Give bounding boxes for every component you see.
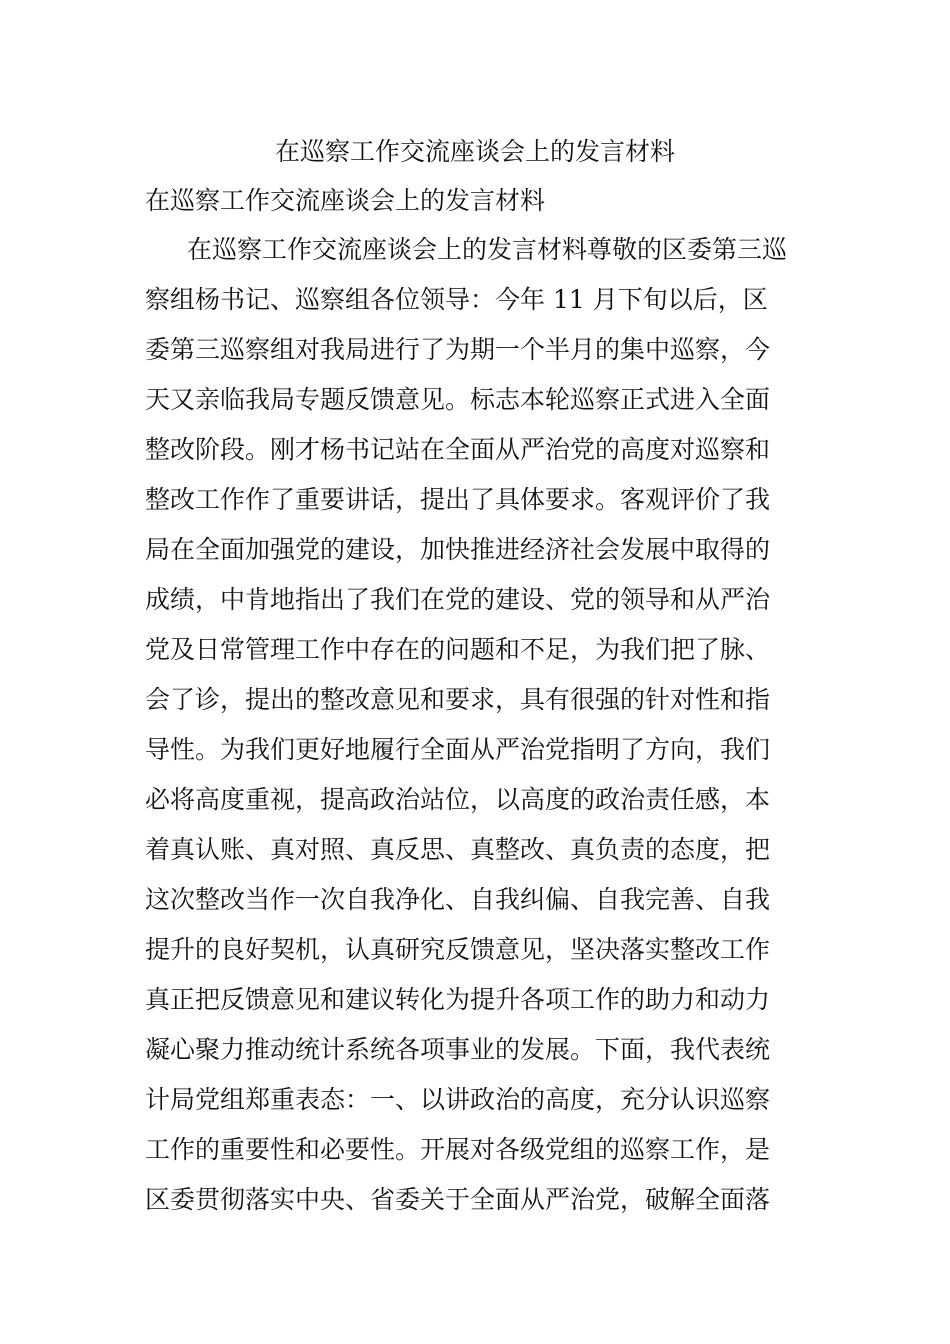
paragraph-line: 整改工作作了重要讲话，提出了具体要求。客观评价了我 <box>145 485 771 514</box>
paragraph-line: 工作的重要性和必要性。开展对各级党组的巡察工作，是 <box>145 1135 771 1164</box>
paragraph-line: 提升的良好契机，认真研究反馈意见，坚决落实整改工作 <box>145 935 771 964</box>
paragraph-line: 会了诊，提出的整改意见和要求，具有很强的针对性和指 <box>145 685 771 714</box>
paragraph-line: 天又亲临我局专题反馈意见。标志本轮巡察正式进入全面 <box>145 385 771 414</box>
paragraph-line: 区委贯彻落实中央、省委关于全面从严治党，破解全面落 <box>145 1185 771 1214</box>
paragraph-line: 计局党组郑重表态：一、以讲政治的高度，充分认识巡察 <box>145 1085 771 1114</box>
paragraph-line: 在巡察工作交流座谈会上的发言材料尊敬的区委第三巡 <box>187 235 788 264</box>
document-title: 在巡察工作交流座谈会上的发言材料 <box>274 137 675 166</box>
document-subtitle: 在巡察工作交流座谈会上的发言材料 <box>145 186 546 215</box>
paragraph-line: 这次整改当作一次自我净化、自我纠偏、自我完善、自我 <box>145 885 771 914</box>
paragraph-line: 导性。为我们更好地履行全面从严治党指明了方向，我们 <box>145 735 771 764</box>
paragraph-line: 必将高度重视，提高政治站位，以高度的政治责任感，本 <box>145 785 771 814</box>
paragraph-line: 真正把反馈意见和建议转化为提升各项工作的助力和动力 <box>145 985 771 1014</box>
body-paragraph <box>145 230 815 1230</box>
paragraph-line: 着真认账、真对照、真反思、真整改、真负责的态度，把 <box>145 835 771 864</box>
paragraph-line: 局在全面加强党的建设，加快推进经济社会发展中取得的 <box>145 535 771 564</box>
paragraph-line: 委第三巡察组对我局进行了为期一个半月的集中巡察，今 <box>145 335 771 364</box>
paragraph-line: 党及日常管理工作中存在的问题和不足，为我们把了脉、 <box>145 635 771 664</box>
paragraph-line: 凝心聚力推动统计系统各项事业的发展。下面，我代表统 <box>145 1035 771 1064</box>
paragraph-line: 成绩，中肯地指出了我们在党的建设、党的领导和从严治 <box>145 585 771 614</box>
paragraph-line: 察组杨书记、巡察组各位领导：今年 11 月下旬以后，区 <box>145 285 768 314</box>
paragraph-line: 整改阶段。刚才杨书记站在全面从严治党的高度对巡察和 <box>145 435 771 464</box>
